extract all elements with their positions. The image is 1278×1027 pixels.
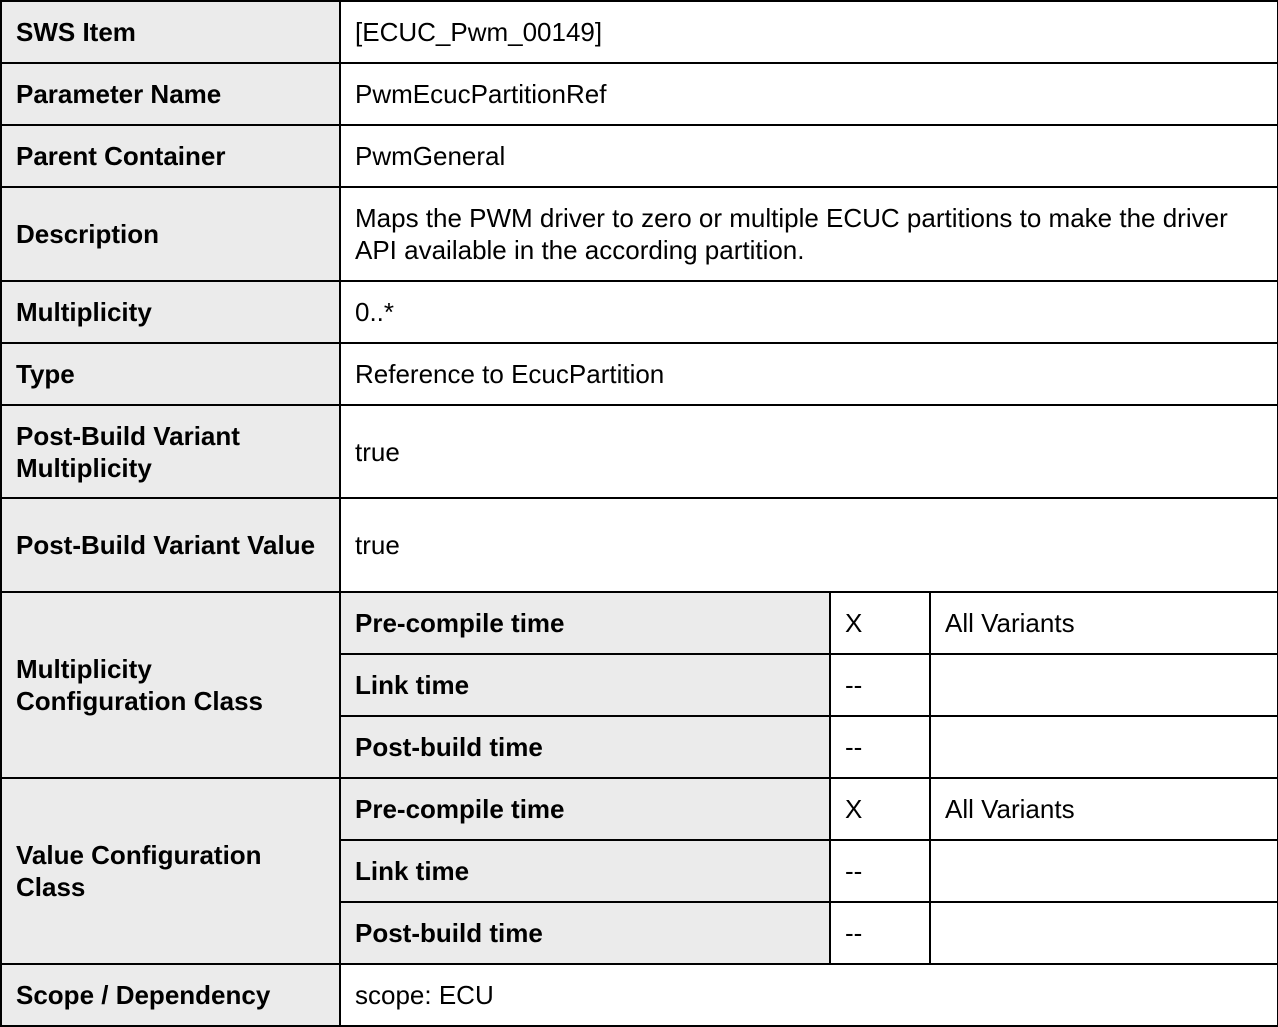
config-phase-label: Pre-compile time — [340, 778, 830, 840]
parameter-name-label: Parameter Name — [1, 63, 340, 125]
multiplicity-value: 0..* — [340, 281, 1278, 343]
config-mark: -- — [830, 654, 930, 716]
type-value: Reference to EcucPartition — [340, 343, 1278, 405]
config-phase-label: Pre-compile time — [340, 592, 830, 654]
row-multiplicity-config-precompile — [1, 592, 1278, 654]
config-variants: All Variants — [930, 778, 1278, 840]
row-parent-container — [1, 125, 1278, 187]
config-variants: All Variants — [930, 592, 1278, 654]
description-value: Maps the PWM driver to zero or multiple ECUC partitions to make the driver API available in the according partition. — [340, 187, 1278, 281]
row-post-build-variant-multiplicity — [1, 405, 1278, 498]
row-sws-item — [1, 1, 1278, 63]
row-value-config-precompile — [1, 778, 1278, 840]
config-variants — [930, 716, 1278, 778]
sws-item-label: SWS Item — [1, 1, 340, 63]
config-mark: X — [830, 592, 930, 654]
config-variants — [930, 902, 1278, 964]
parent-container-label: Parent Container — [1, 125, 340, 187]
post-build-variant-value-label: Post-Build Variant Value — [1, 498, 340, 592]
row-multiplicity — [1, 281, 1278, 343]
config-mark: -- — [830, 716, 930, 778]
config-variants — [930, 840, 1278, 902]
row-parameter-name — [1, 63, 1278, 125]
value-configuration-class-label: Value Configuration Class — [1, 778, 340, 964]
scope-dependency-value: scope: ECU — [340, 964, 1278, 1026]
sws-item-value: [ECUC_Pwm_00149] — [340, 1, 1278, 63]
post-build-variant-multiplicity-label: Post-Build Variant Multiplicity — [1, 405, 340, 498]
multiplicity-label: Multiplicity — [1, 281, 340, 343]
config-phase-label: Link time — [340, 654, 830, 716]
config-mark: X — [830, 778, 930, 840]
config-mark: -- — [830, 840, 930, 902]
multiplicity-configuration-class-label: Multiplicity Configuration Class — [1, 592, 340, 778]
parent-container-value: PwmGeneral — [340, 125, 1278, 187]
row-post-build-variant-value — [1, 498, 1278, 592]
description-label: Description — [1, 187, 340, 281]
config-variants — [930, 654, 1278, 716]
config-phase-label: Link time — [340, 840, 830, 902]
config-phase-label: Post-build time — [340, 716, 830, 778]
row-type — [1, 343, 1278, 405]
config-phase-label: Post-build time — [340, 902, 830, 964]
row-description — [1, 187, 1278, 281]
post-build-variant-multiplicity-value: true — [340, 405, 1278, 498]
scope-dependency-label: Scope / Dependency — [1, 964, 340, 1026]
config-mark: -- — [830, 902, 930, 964]
post-build-variant-value-value: true — [340, 498, 1278, 592]
parameter-name-value: PwmEcucPartitionRef — [340, 63, 1278, 125]
type-label: Type — [1, 343, 340, 405]
row-scope-dependency — [1, 964, 1278, 1026]
